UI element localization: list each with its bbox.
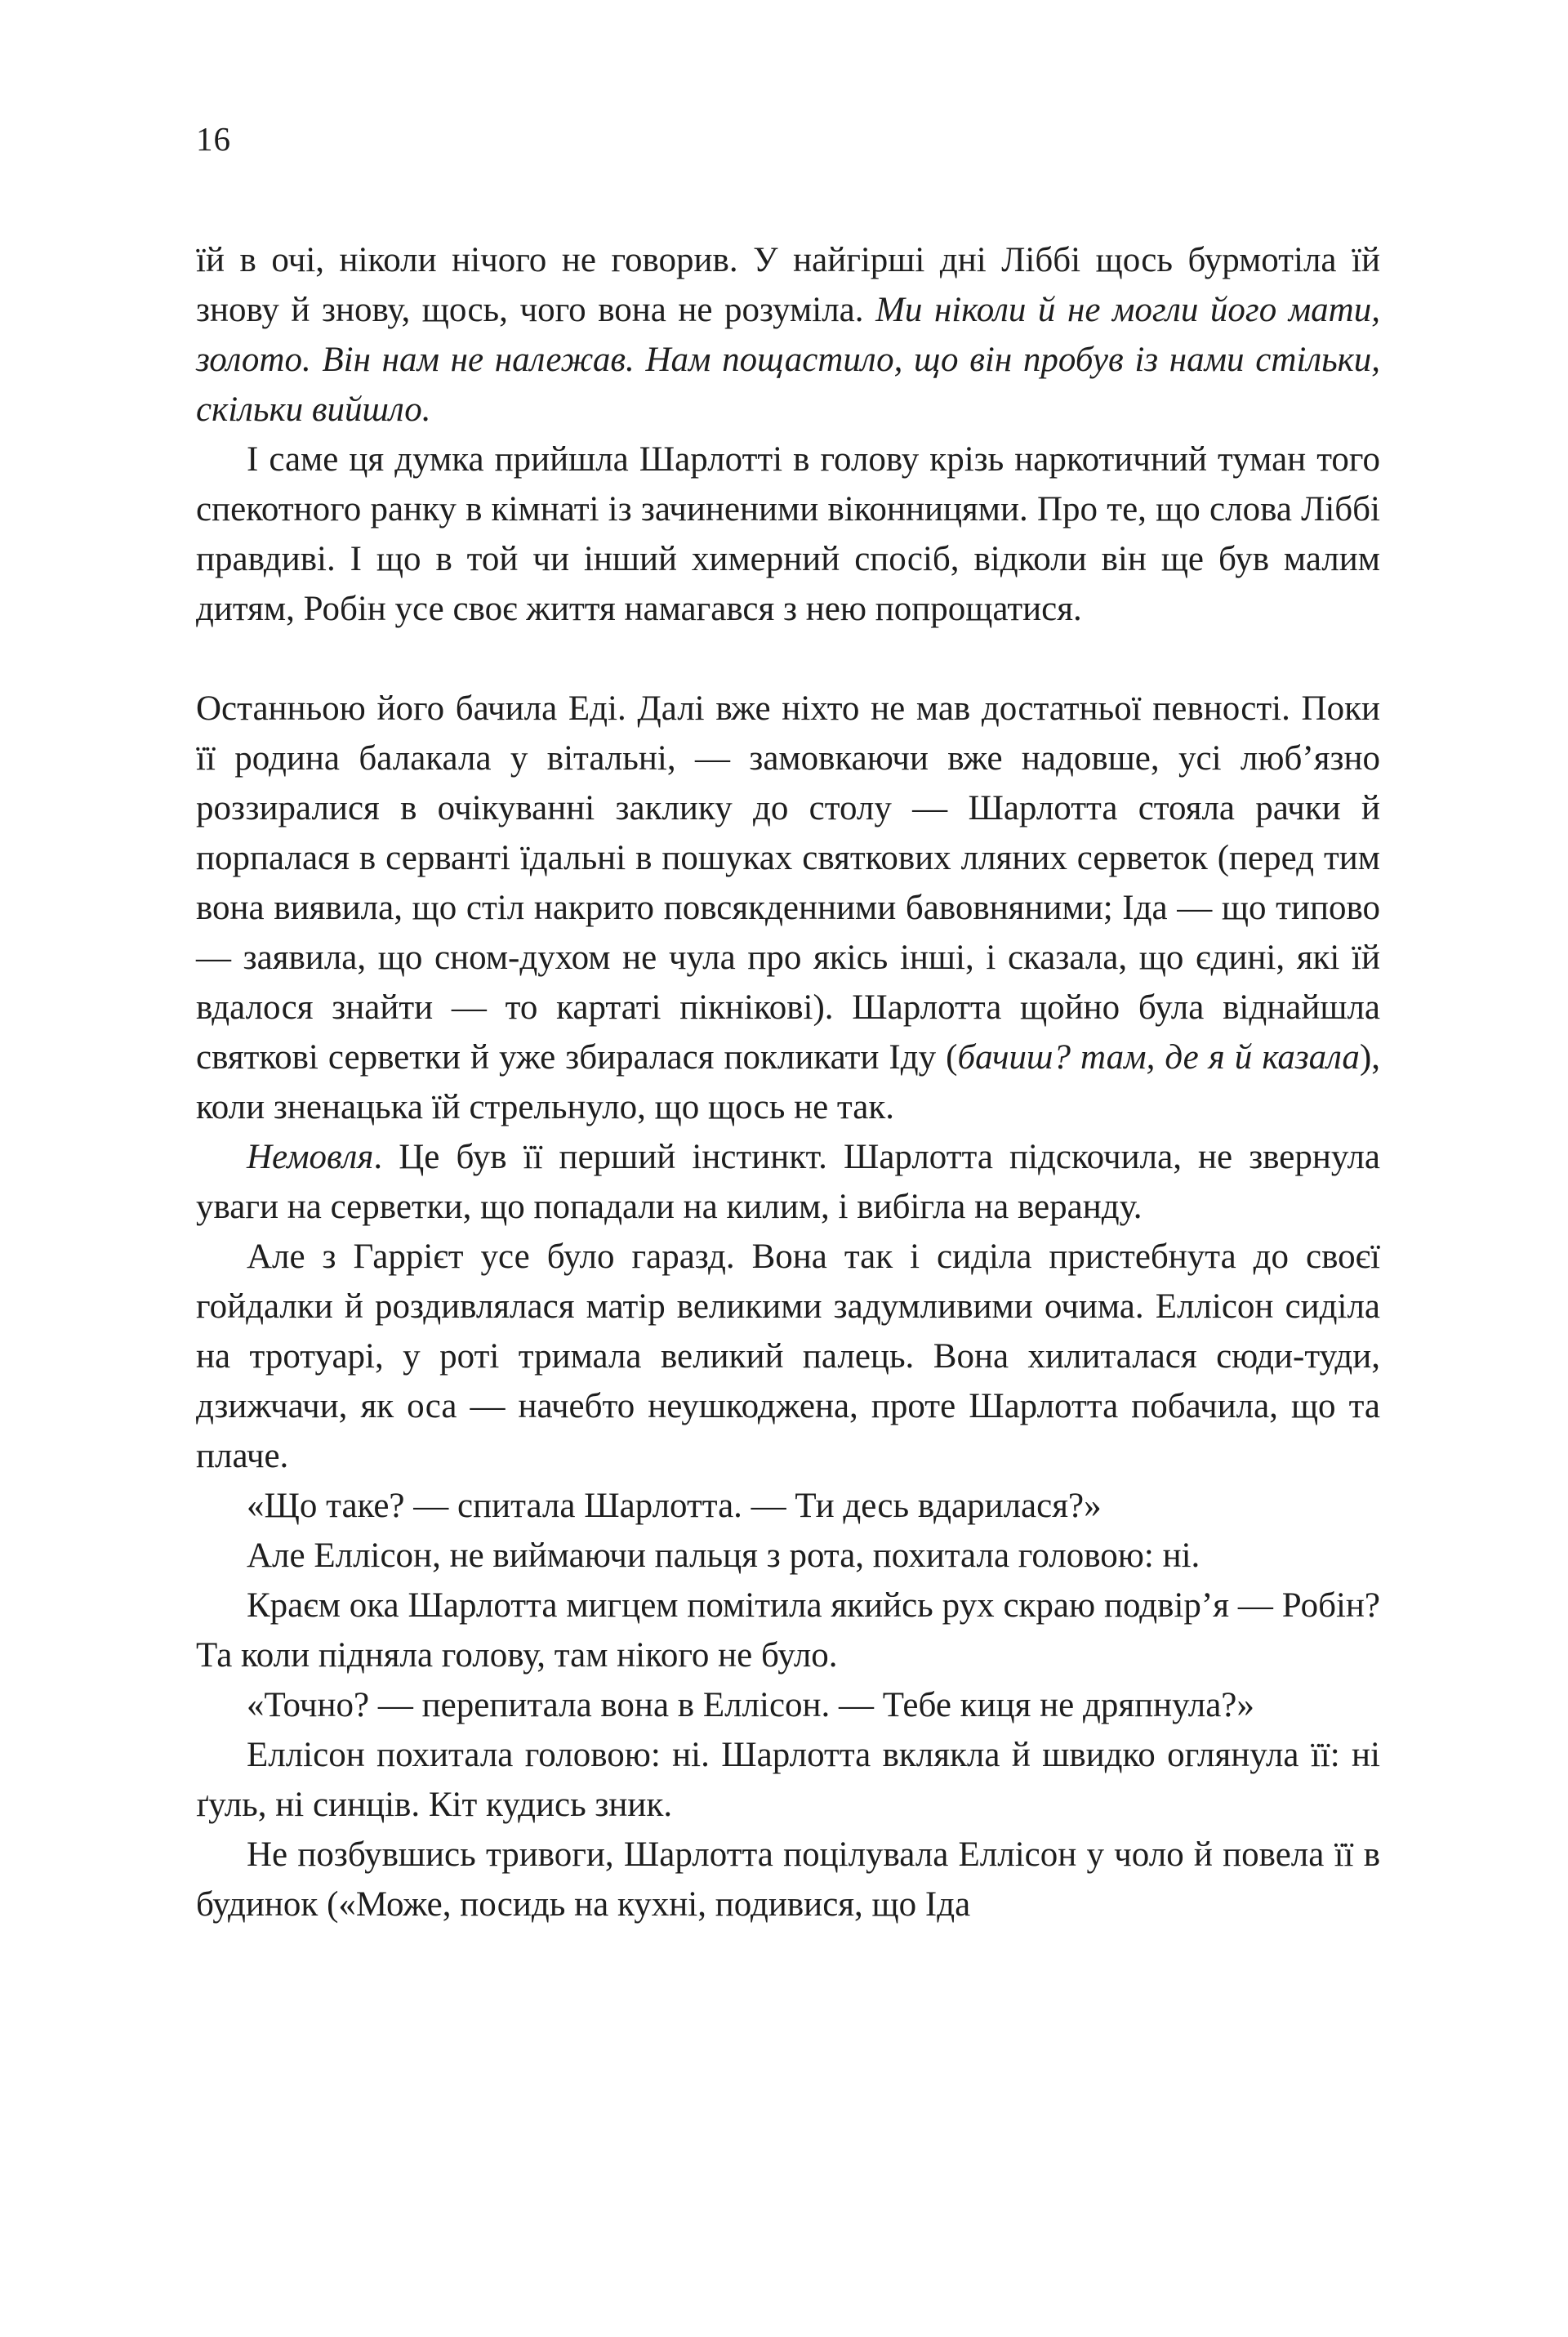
body-text-block <box>196 235 1380 1929</box>
text-run: . Це був її перший інстинкт. Шарлотта підскочила, не звернула уваги на серветки, що попадали на килим, і вибігла на веранду. <box>196 1138 1380 1226</box>
paragraph <box>196 1581 1380 1680</box>
italic-text-run: бачиш? там, де я й казала <box>957 1038 1360 1077</box>
paragraph <box>196 1730 1380 1830</box>
text-run: Краєм ока Шарлотта мигцем помітила якийсь рух скраю подвір’я — Робін? Та коли підняла голову, там нікого не було. <box>196 1586 1380 1675</box>
paragraph <box>196 1132 1380 1232</box>
text-run: Але з Гаррієт усе було гаразд. Вона так і сиділа пристебнута до своєї гойдалки й роздивлялася матір великими задумливими очима. Еллісон сиділа на тротуарі, у роті тримала великий палець. Вона хилиталася сюди-туди, дзижчачи, як оса — начебто неушкоджена, проте Шарлотта побачила, що та плаче. <box>196 1238 1380 1475</box>
text-run: Не позбувшись тривоги, Шарлотта поцілувала Еллісон у чоло й повела її в будинок («Може, посидь на кухні, подивися, що Іда <box>196 1835 1380 1924</box>
text-run: ), коли зненацька їй стрельнуло, що щось не так. <box>196 1038 1381 1126</box>
text-run: «Точно? — перепитала вона в Еллісон. — Тебе киця не дряпнула?» <box>247 1686 1254 1724</box>
text-run: Останньою його бачила Еді. Далі вже ніхто не мав достатньої певності. Поки її родина балакала у вітальні, — замовкаючи вже надовше, усі люб’язно роззиралися в очікуванні заклику до столу — Шарлотта стояла рачки й порпалася в серванті їдальні в пошуках святкових лляних серветок (перед тим вона виявила, що стіл накрито повсякденними бавовняними; Іда — що типово — заявила, що сном-духом не чула про якісь інші, і сказала, що єдині, які їй вдалося знайти — то картаті пікнікові). Шарлотта щойно була віднайшла святкові серветки й уже збиралася покликати Іду ( <box>196 689 1380 1077</box>
text-run: І саме ця думка прийшла Шарлотті в голову крізь наркотичний туман того спекотного ранку в кімнаті із зачиненими віконницями. Про те, що слова Ліббі правдиві. І що в той чи інший химерний спосіб, відколи він ще був малим дитям, Робін усе своє життя намагався з нею попрощатися. <box>196 440 1380 628</box>
paragraph <box>196 684 1380 1132</box>
italic-text-run: Ми ніколи й не могли його мати, золото. Він нам не належав. Нам пощастило, що він пробув із нами стільки, скільки вийшло. <box>196 291 1380 429</box>
paragraph <box>196 1531 1380 1581</box>
paragraph <box>196 235 1380 435</box>
paragraph <box>196 1830 1380 1929</box>
paragraph <box>196 435 1380 634</box>
text-run: «Що таке? — спитала Шарлотта. — Ти десь вдарилася?» <box>247 1487 1102 1525</box>
text-run: Еллісон похитала головою: ні. Шарлотта вклякла й швидко оглянула її: ні ґуль, ні синців. Кіт кудись зник. <box>196 1736 1380 1824</box>
paragraph <box>196 1232 1380 1481</box>
text-run: Але Еллісон, не виймаючи пальця з рота, похитала головою: ні. <box>247 1536 1200 1575</box>
page-number: 16 <box>196 120 231 158</box>
paragraph <box>196 1680 1380 1730</box>
paragraph <box>196 1481 1380 1531</box>
italic-text-run: Немовля <box>247 1138 374 1176</box>
text-run: їй в очі, ніколи нічого не говорив. У найгірші дні Ліббі щось бурмотіла їй знову й знову, щось, чого вона не розуміла. <box>196 241 1380 329</box>
